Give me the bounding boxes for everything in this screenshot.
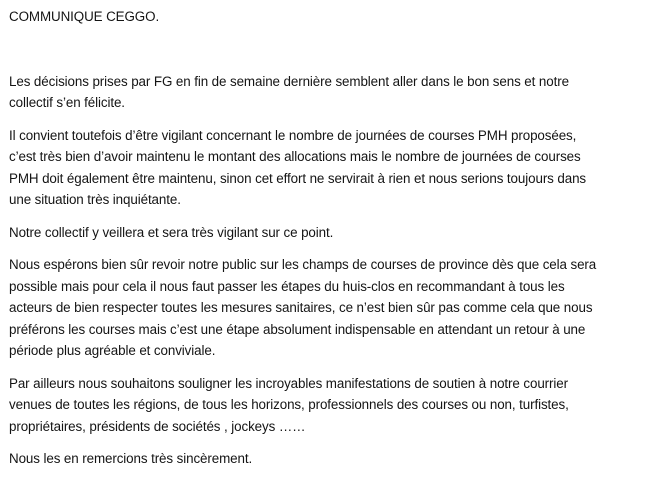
text-line: c’est très bien d’avoir maintenu le montant des allocations mais le nombre de journées de courses bbox=[9, 149, 581, 164]
text-line: une situation très inquiétante. bbox=[9, 192, 181, 207]
paragraph-6 bbox=[9, 448, 645, 470]
text-line: collectif s’en félicite. bbox=[9, 95, 125, 110]
text-line: Nous les en remercions très sincèrement. bbox=[9, 451, 253, 466]
text-line: PMH doit également être maintenu, sinon cet effort ne servirait à rien et nous serions toujours dans bbox=[9, 170, 587, 186]
text-line: période plus agréable et conviviale. bbox=[9, 343, 216, 358]
paragraph-2 bbox=[9, 125, 645, 211]
text-line: propriétaires, présidents de sociétés , jockeys …… bbox=[9, 418, 306, 434]
text-line: Les décisions prises par FG en fin de semaine dernière semblent aller dans le bon sens et notre bbox=[9, 73, 569, 89]
paragraph-5 bbox=[9, 373, 645, 438]
document-title: COMMUNIQUE CEGGO. bbox=[9, 9, 160, 24]
text-line: Par ailleurs nous souhaitons souligner les incroyables manifestations de soutien à notre courrier bbox=[9, 375, 568, 391]
text-line: venues de toutes les régions, de tous les horizons, professionnels des courses ou non, turfistes, bbox=[9, 397, 569, 412]
text-line: préférons les courses mais c’est une étape absolument indispensable en attendant un retour à une bbox=[9, 321, 586, 337]
document-body bbox=[9, 6, 645, 481]
text-line: Notre collectif y veillera et sera très vigilant sur ce point. bbox=[9, 224, 334, 240]
paragraph-1 bbox=[9, 71, 645, 114]
text-line: Nous espérons bien sûr revoir notre public sur les champs de courses de province dès que cela sera bbox=[9, 257, 597, 272]
text-line: Il convient toutefois d’être vigilant concernant le nombre de journées de courses PMH proposées, bbox=[9, 127, 577, 143]
text-line: possible mais pour cela il nous faut passer les étapes du huis-clos en recommandant à tous les bbox=[9, 278, 565, 294]
paragraph-3 bbox=[9, 222, 645, 244]
text-line: acteurs de bien respecter toutes les mesures sanitaires, ce n’est bien sûr pas comme cela que nous bbox=[9, 300, 593, 315]
paragraph-4 bbox=[9, 254, 645, 362]
